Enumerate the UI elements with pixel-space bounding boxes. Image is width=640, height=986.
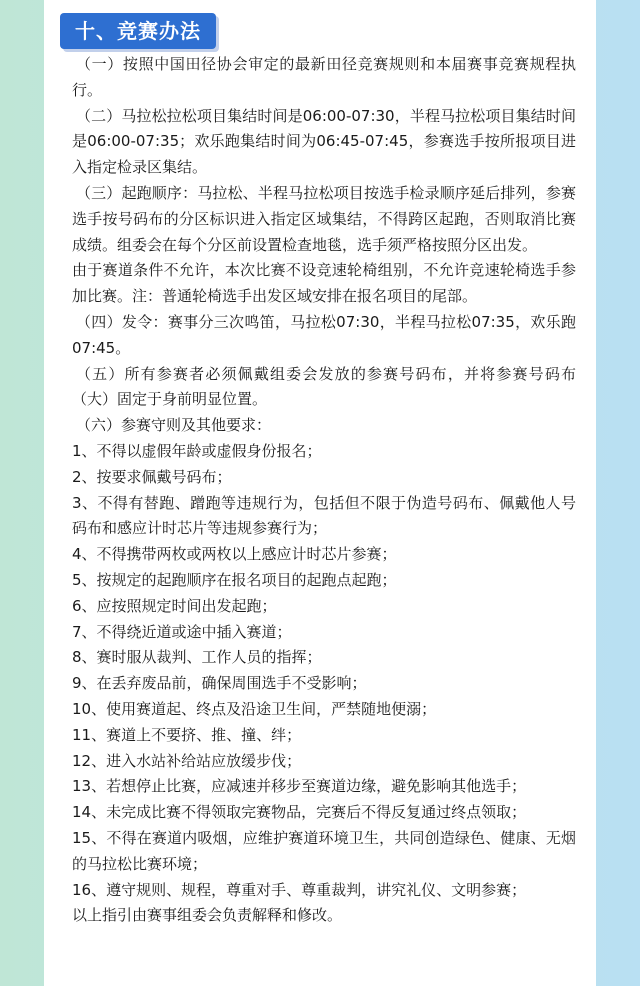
rule-item: 11、赛道上不要挤、推、撞、绊； (72, 725, 302, 744)
rule-item: 16、遵守规则、规程，尊重对手、尊重裁判，讲究礼仪、文明参赛； (72, 880, 527, 899)
rule-item: 7、不得绕近道或途中插入赛道； (72, 622, 292, 641)
rule-item: 8、赛时服从裁判、工作人员的指挥； (72, 648, 322, 667)
rule-item: 14、未完成比赛不得领取完赛物品，完赛后不得反复通过终点领取； (72, 803, 527, 822)
rule-item: 6、应按照规定时间出发起跑； (72, 596, 277, 615)
rule-item: 10、使用赛道起、终点及沿途卫生间，严禁随地便溺； (72, 699, 437, 718)
paragraph-2: （二）马拉松拉松项目集结时间是06:00-07:30，半程马拉松项目集结时间是06:00-07:35；欢乐跑集结时间为06:45-07:45，参赛选手按所报项目进入指定检录区集结。 (72, 106, 576, 177)
closing-note: 以上指引由赛事组委会负责解释和修改。 (72, 906, 343, 925)
rule-item: 5、按规定的起跑顺序在报名项目的起跑点起跑； (72, 570, 397, 589)
paragraph-6: （六）参赛守则及其他要求： (76, 416, 272, 435)
rule-item: 4、不得携带两枚或两枚以上感应计时芯片参赛； (72, 545, 397, 564)
paragraph-5: （五）所有参赛者必须佩戴组委会发放的参赛号码布，并将参赛号码布（大）固定于身前明显位置。 (72, 364, 576, 409)
section-title-badge: 十、竞赛办法 (60, 13, 216, 49)
rule-item: 1、不得以虚假年龄或虚假身份报名； (72, 441, 322, 460)
rule-item: 13、若想停止比赛，应减速并移步至赛道边缘，避免影响其他选手； (72, 777, 527, 796)
rule-item: 15、不得在赛道内吸烟，应维护赛道环境卫生，共同创造绿色、健康、无烟的马拉松比赛环境； (72, 828, 576, 873)
paragraph-3: （三）起跑顺序：马拉松、半程马拉松项目按选手检录顺序延后排列，参赛选手按号码布的分区标识进入指定区域集结，不得跨区起跑，否则取消比赛成绩。组委会在每个分区前设置检查地毯，选手须严格按照分区出发。 (72, 183, 576, 254)
rules-content (72, 52, 576, 929)
rule-item: 3、不得有替跑、蹭跑等违规行为，包括但不限于伪造号码布、佩戴他人号码布和感应计时芯片等违规参赛行为； (72, 493, 576, 538)
paragraph-1: （一）按照中国田径协会审定的最新田径竞赛规则和本届赛事竞赛规程执行。 (72, 55, 576, 99)
rule-item: 2、按要求佩戴号码布； (72, 467, 232, 486)
rule-item: 12、进入水站补给站应放缓步伐； (72, 751, 302, 770)
paragraph-wheelchair-note: 由于赛道条件不允许，本次比赛不设竞速轮椅组别，不允许竞速轮椅选手参加比赛。注：普通轮椅选手出发区域安排在报名项目的尾部。 (72, 261, 576, 306)
rule-item: 9、在丢弃废品前，确保周围选手不受影响； (72, 674, 367, 693)
paragraph-4: （四）发令：赛事分三次鸣笛，马拉松07:30，半程马拉松07:35，欢乐跑07:45。 (72, 312, 576, 357)
